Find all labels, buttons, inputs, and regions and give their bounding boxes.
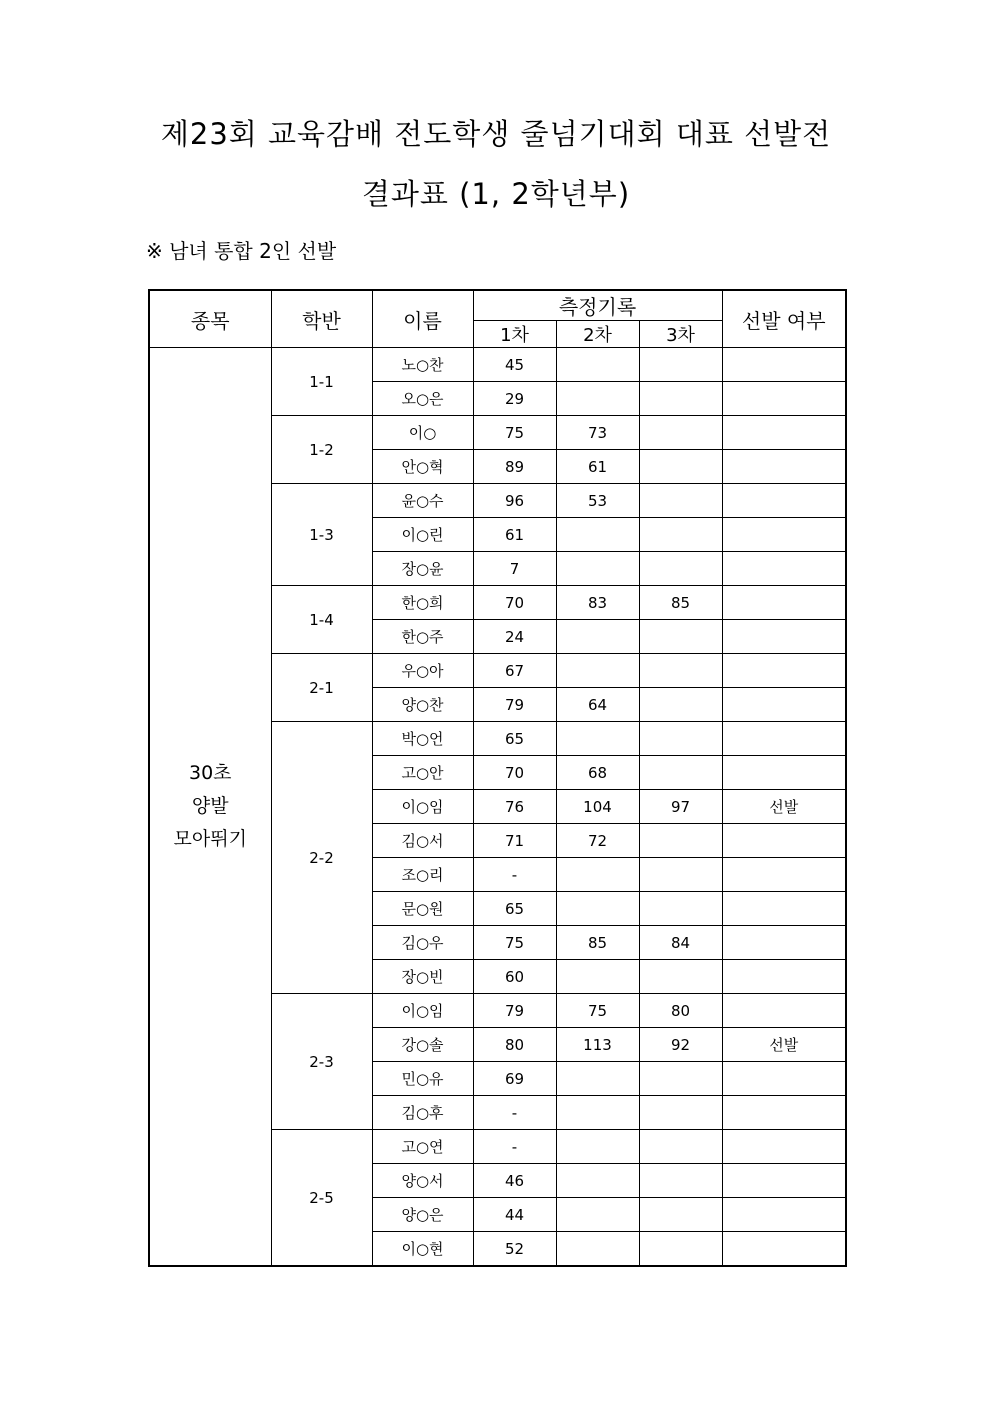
round1-cell: 45 xyxy=(473,348,556,382)
round1-cell: 79 xyxy=(473,994,556,1028)
round3-cell xyxy=(639,382,722,416)
round2-cell xyxy=(556,1062,639,1096)
selected-cell xyxy=(722,1164,846,1198)
selected-cell xyxy=(722,994,846,1028)
round1-cell: 76 xyxy=(473,790,556,824)
round3-cell xyxy=(639,416,722,450)
round2-cell xyxy=(556,348,639,382)
round3-cell xyxy=(639,892,722,926)
round2-cell: 104 xyxy=(556,790,639,824)
selected-cell xyxy=(722,722,846,756)
name-cell: 한○주 xyxy=(372,620,473,654)
document-title-line2: 결과표 (1, 2학년부) xyxy=(361,177,631,211)
name-cell: 안○혁 xyxy=(372,450,473,484)
event-name-line: 30초 xyxy=(188,762,232,784)
name-cell: 오○은 xyxy=(372,382,473,416)
name-cell: 고○연 xyxy=(372,1130,473,1164)
header-class: 학반 xyxy=(271,290,372,348)
class-cell: 2-3 xyxy=(271,994,372,1130)
selected-cell xyxy=(722,926,846,960)
selected-cell xyxy=(722,1232,846,1267)
round2-cell: 73 xyxy=(556,416,639,450)
round1-cell: 80 xyxy=(473,1028,556,1062)
header-round2: 2차 xyxy=(556,321,639,348)
round1-cell: 52 xyxy=(473,1232,556,1267)
round2-cell xyxy=(556,1096,639,1130)
header-event: 종목 xyxy=(149,290,271,348)
name-cell: 이○임 xyxy=(372,994,473,1028)
selected-cell: 선발 xyxy=(722,790,846,824)
round2-cell: 68 xyxy=(556,756,639,790)
selected-cell xyxy=(722,552,846,586)
name-cell: 김○우 xyxy=(372,926,473,960)
header-record: 측정기록 xyxy=(473,290,722,321)
round3-cell: 97 xyxy=(639,790,722,824)
name-cell: 장○빈 xyxy=(372,960,473,994)
round1-cell: 65 xyxy=(473,892,556,926)
round2-cell: 83 xyxy=(556,586,639,620)
round2-cell xyxy=(556,382,639,416)
name-cell: 장○윤 xyxy=(372,552,473,586)
round1-cell: 70 xyxy=(473,756,556,790)
round2-cell xyxy=(556,892,639,926)
round3-cell xyxy=(639,858,722,892)
name-cell: 이○ xyxy=(372,416,473,450)
round2-cell xyxy=(556,654,639,688)
round3-cell xyxy=(639,722,722,756)
name-cell: 한○희 xyxy=(372,586,473,620)
class-cell: 1-3 xyxy=(271,484,372,586)
round1-cell: 65 xyxy=(473,722,556,756)
round3-cell xyxy=(639,484,722,518)
header-selected: 선발 여부 xyxy=(722,290,846,348)
round2-cell xyxy=(556,518,639,552)
table-row xyxy=(149,348,846,382)
document-title-line1: 제23회 교육감배 전도학생 줄넘기대회 대표 선발전 xyxy=(160,117,832,151)
selected-cell xyxy=(722,620,846,654)
round3-cell xyxy=(639,688,722,722)
round2-cell xyxy=(556,960,639,994)
round1-cell: 79 xyxy=(473,688,556,722)
selected-cell xyxy=(722,1198,846,1232)
name-cell: 김○후 xyxy=(372,1096,473,1130)
round3-cell: 85 xyxy=(639,586,722,620)
round3-cell xyxy=(639,756,722,790)
round3-cell xyxy=(639,1198,722,1232)
round1-cell: 61 xyxy=(473,518,556,552)
round2-cell xyxy=(556,620,639,654)
name-cell: 우○아 xyxy=(372,654,473,688)
round3-cell xyxy=(639,1062,722,1096)
round1-cell: 75 xyxy=(473,416,556,450)
selected-cell xyxy=(722,688,846,722)
name-cell: 이○임 xyxy=(372,790,473,824)
round2-cell xyxy=(556,1164,639,1198)
name-cell: 박○언 xyxy=(372,722,473,756)
round2-cell: 53 xyxy=(556,484,639,518)
round1-cell: 29 xyxy=(473,382,556,416)
round3-cell xyxy=(639,1096,722,1130)
class-cell: 2-5 xyxy=(271,1130,372,1267)
round3-cell xyxy=(639,450,722,484)
header-name: 이름 xyxy=(372,290,473,348)
round1-cell: 67 xyxy=(473,654,556,688)
round1-cell: 44 xyxy=(473,1198,556,1232)
round2-cell: 72 xyxy=(556,824,639,858)
round2-cell xyxy=(556,858,639,892)
results-body xyxy=(149,348,846,1267)
selected-cell xyxy=(722,1096,846,1130)
selected-cell xyxy=(722,484,846,518)
round2-cell: 85 xyxy=(556,926,639,960)
round2-cell xyxy=(556,1232,639,1267)
round3-cell xyxy=(639,552,722,586)
round3-cell xyxy=(639,1164,722,1198)
event-name-line: 양발 xyxy=(191,795,229,817)
selection-note: ※ 남녀 통합 2인 선발 xyxy=(146,239,337,263)
selected-cell xyxy=(722,518,846,552)
selected-cell xyxy=(722,824,846,858)
name-cell: 양○서 xyxy=(372,1164,473,1198)
round1-cell: 71 xyxy=(473,824,556,858)
round3-cell xyxy=(639,620,722,654)
round3-cell: 84 xyxy=(639,926,722,960)
name-cell: 문○원 xyxy=(372,892,473,926)
round2-cell: 64 xyxy=(556,688,639,722)
round1-cell: 7 xyxy=(473,552,556,586)
round1-cell: 70 xyxy=(473,586,556,620)
round3-cell: 80 xyxy=(639,994,722,1028)
round2-cell: 61 xyxy=(556,450,639,484)
class-cell: 2-1 xyxy=(271,654,372,722)
selected-cell xyxy=(722,756,846,790)
round3-cell: 92 xyxy=(639,1028,722,1062)
name-cell: 조○리 xyxy=(372,858,473,892)
round2-cell xyxy=(556,1130,639,1164)
header-round3: 3차 xyxy=(639,321,722,348)
selected-cell xyxy=(722,586,846,620)
selected-cell xyxy=(722,654,846,688)
class-cell: 1-2 xyxy=(271,416,372,484)
round1-cell: 96 xyxy=(473,484,556,518)
round1-cell: - xyxy=(473,1096,556,1130)
round1-cell: 46 xyxy=(473,1164,556,1198)
round3-cell xyxy=(639,348,722,382)
round1-cell: 75 xyxy=(473,926,556,960)
round3-cell xyxy=(639,1232,722,1267)
selected-cell xyxy=(722,892,846,926)
name-cell: 이○린 xyxy=(372,518,473,552)
results-table xyxy=(148,289,847,1267)
round2-cell: 75 xyxy=(556,994,639,1028)
round2-cell xyxy=(556,1198,639,1232)
round1-cell: 24 xyxy=(473,620,556,654)
selected-cell xyxy=(722,1062,846,1096)
round2-cell xyxy=(556,552,639,586)
selected-cell xyxy=(722,382,846,416)
class-cell: 1-1 xyxy=(271,348,372,416)
name-cell: 윤○수 xyxy=(372,484,473,518)
event-cell xyxy=(149,348,271,1267)
round1-cell: 89 xyxy=(473,450,556,484)
selected-cell xyxy=(722,1130,846,1164)
class-cell: 1-4 xyxy=(271,586,372,654)
round3-cell xyxy=(639,518,722,552)
round2-cell xyxy=(556,722,639,756)
name-cell: 민○유 xyxy=(372,1062,473,1096)
name-cell: 이○현 xyxy=(372,1232,473,1267)
selected-cell: 선발 xyxy=(722,1028,846,1062)
round3-cell xyxy=(639,1130,722,1164)
name-cell: 김○서 xyxy=(372,824,473,858)
selected-cell xyxy=(722,348,846,382)
name-cell: 고○안 xyxy=(372,756,473,790)
name-cell: 양○찬 xyxy=(372,688,473,722)
name-cell: 양○은 xyxy=(372,1198,473,1232)
name-cell: 강○솔 xyxy=(372,1028,473,1062)
round3-cell xyxy=(639,824,722,858)
round1-cell: 60 xyxy=(473,960,556,994)
class-cell: 2-2 xyxy=(271,722,372,994)
round1-cell: 69 xyxy=(473,1062,556,1096)
round3-cell xyxy=(639,960,722,994)
event-name-line: 모아뛰기 xyxy=(173,828,247,850)
selected-cell xyxy=(722,960,846,994)
round1-cell: - xyxy=(473,1130,556,1164)
round1-cell: - xyxy=(473,858,556,892)
header-round1: 1차 xyxy=(473,321,556,348)
selected-cell xyxy=(722,416,846,450)
selected-cell xyxy=(722,858,846,892)
name-cell: 노○찬 xyxy=(372,348,473,382)
round2-cell: 113 xyxy=(556,1028,639,1062)
selected-cell xyxy=(722,450,846,484)
round3-cell xyxy=(639,654,722,688)
